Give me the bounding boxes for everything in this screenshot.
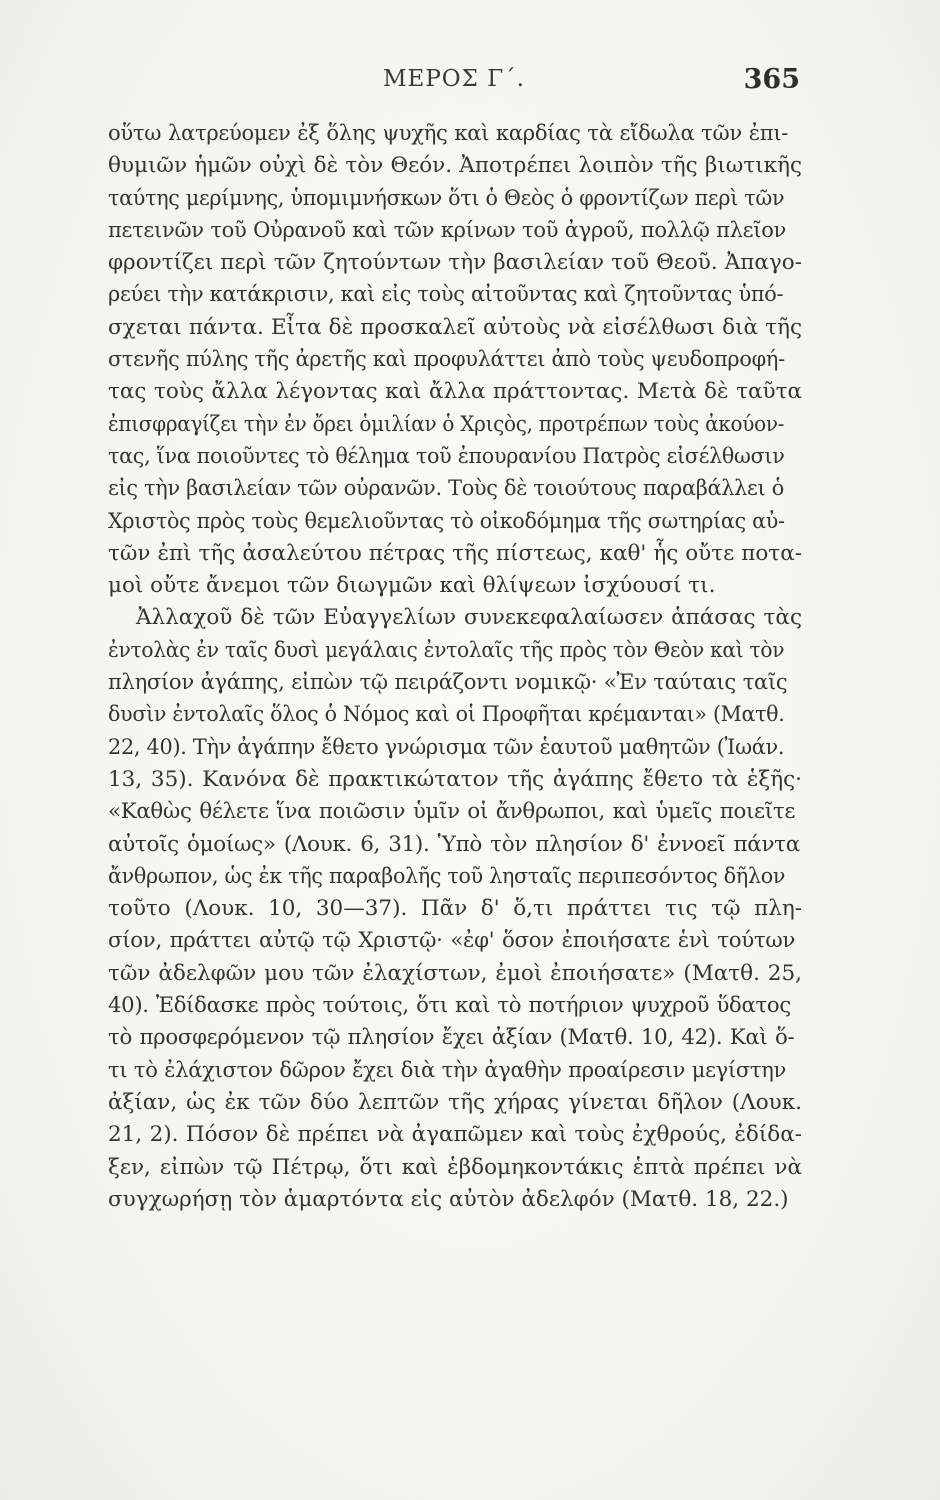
text-line: τας τοὺς ἄλλα λέγοντας καὶ ἄλλα πράττοντας. Μετὰ δὲ ταῦτα — [108, 379, 802, 405]
text-line: τῶν ἐπὶ τῆς ἀσαλεύτου πέτρας τῆς πίστεως, καθ' ἧς οὔτε ποτα- — [108, 540, 802, 566]
text-line: πετεινῶν τοῦ Οὐρανοῦ καὶ τῶν κρίνων τοῦ ἀγροῦ, πολλῷ πλεῖον — [108, 217, 787, 243]
text-line: 40). Ἐδίδασκε πρὸς τούτοις, ὅτι καὶ τὸ ποτήριον ψυχροῦ ὕδατος — [108, 993, 791, 1019]
text-line: 22, 40). Τὴν ἀγάπην ἔθετο γνώρισμα τῶν ἑαυτοῦ μαθητῶν (Ἰωάν. — [108, 734, 785, 760]
text-line: αὐτοῖς ὁμοίως» (Λουκ. 6, 31). Ὑπὸ τὸν πλησίον δ' ἐννοεῖ πάντα — [108, 831, 800, 857]
text-line: σίον, πράττει αὐτῷ τῷ Χριστῷ· «ἐφ' ὅσον ἐποιήσατε ἑνὶ τούτων — [108, 928, 796, 954]
body-text — [108, 118, 802, 1216]
text-line: τοῦτο (Λουκ. 10, 30—37). Πᾶν δ' ὅ,τι πράττει τις τῷ πλη- — [108, 896, 802, 922]
text-line: τὸ προσφερόμενον τῷ πλησίον ἔχει ἀξίαν (Ματθ. 10, 42). Καὶ ὅ- — [108, 1025, 795, 1051]
text-line: σχεται πάντα. Εἶτα δὲ προσκαλεῖ αὐτοὺς νὰ εἰσέλθωσι διὰ τῆς — [108, 314, 802, 340]
text-line: Ἀλλαχοῦ δὲ τῶν Εὐαγγελίων συνεκεφαλαίωσεν ἁπάσας τὰς — [136, 605, 802, 631]
text-line: οὕτω λατρεύομεν ἐξ ὅλης ψυχῆς καὶ καρδίας τὰ εἴδωλα τῶν ἐπι- — [108, 121, 789, 146]
text-line: θυμιῶν ἡμῶν οὐχὶ δὲ τὸν Θεόν. Ἀποτρέπει λοιπὸν τῆς βιωτικῆς — [108, 153, 802, 179]
text-line: ἄνθρωπον, ὡς ἐκ τῆς παραβολῆς τοῦ λησταῖς περιπεσόντος δῆλον — [108, 863, 786, 889]
text-line: 21, 2). Πόσον δὲ πρέπει νὰ ἀγαπῶμεν καὶ τοὺς ἐχθρούς, ἐδίδα- — [108, 1122, 802, 1148]
text-line: ξεν, εἰπὼν τῷ Πέτρῳ, ὅτι καὶ ἑβδομηκοντάκις ἑπτὰ πρέπει νὰ — [108, 1154, 802, 1180]
text-line: ταύτης μερίμνης, ὑπομιμνήσκων ὅτι ὁ Θεὸς ὁ φροντίζων περὶ τῶν — [108, 185, 785, 211]
text-line: τας, ἵνα ποιοῦντες τὸ θέλημα τοῦ ἐπουρανίου Πατρὸς εἰσέλθωσιν — [108, 443, 785, 469]
running-head: ΜΕΡΟΣ Γ΄. — [382, 66, 525, 92]
text-line: τῶν ἀδελφῶν μου τῶν ἐλαχίστων, ἐμοὶ ἐποιήσατε» (Ματθ. 25, — [108, 960, 802, 986]
text-line: μοὶ οὔτε ἄνεμοι τῶν διωγμῶν καὶ θλίψεων ἰσχύουσί τι. — [108, 573, 716, 599]
text-line: «Καθὼς θέλετε ἵνα ποιῶσιν ὑμῖν οἱ ἄνθρωποι, καὶ ὑμεῖς ποιεῖτε — [108, 799, 796, 825]
page-number: 365 — [743, 64, 800, 95]
text-line: εἰς τὴν βασιλείαν τῶν οὐρανῶν. Τοὺς δὲ τοιούτους παραβάλλει ὁ — [108, 476, 784, 502]
text-line: 13, 35). Κανόνα δὲ πρακτικώτατον τῆς ἀγάπης ἔθετο τὰ ἑξῆς· — [108, 766, 802, 792]
text-line: ρεύει τὴν κατάκρισιν, καὶ εἰς τοὺς αἰτοῦντας καὶ ζητοῦντας ὑπό- — [108, 282, 784, 308]
text-line: ἀξίαν, ὡς ἐκ τῶν δύο λεπτῶν τῆς χήρας γίνεται δῆλον (Λουκ. — [108, 1089, 802, 1115]
text-line: φροντίζει περὶ τῶν ζητούντων τὴν βασιλείαν τοῦ Θεοῦ. Ἀπαγο- — [108, 250, 802, 276]
text-line: συγχωρήσῃ τὸν ἁμαρτόντα εἰς αὐτὸν ἀδελφόν (Ματθ. 18, 22.) — [108, 1186, 789, 1212]
text-line: πλησίον ἀγάπης, εἰπὼν τῷ πειράζοντι νομικῷ· «Ἐν ταύταις ταῖς — [108, 670, 788, 696]
text-line: ἐπισφραγίζει τὴν ἐν ὄρει ὁμιλίαν ὁ Χριςὸς, προτρέπων τοὺς ἀκούον- — [108, 411, 785, 437]
text-line: ἐντολὰς ἐν ταῖς δυσὶ μεγάλαις ἐντολαῖς τῆς πρὸς τὸν Θεὸν καὶ τὸν — [108, 637, 785, 663]
text-line: στενῆς πύλης τῆς ἀρετῆς καὶ προφυλάττει ἀπὸ τοὺς ψευδοπροφή- — [108, 347, 785, 373]
text-line: Χριστὸς πρὸς τοὺς θεμελιοῦντας τὸ οἰκοδόμημα τῆς σωτηρίας αὐ- — [108, 508, 785, 534]
text-line: δυσὶν ἐντολαῖς ὅλος ὁ Νόμος καὶ οἱ Προφῆται κρέμανται» (Ματθ. — [108, 702, 785, 728]
page-header — [108, 66, 800, 110]
text-line: τι τὸ ἐλάχιστον δῶρον ἔχει διὰ τὴν ἀγαθὴν προαίρεσιν μεγίστην — [108, 1057, 787, 1083]
